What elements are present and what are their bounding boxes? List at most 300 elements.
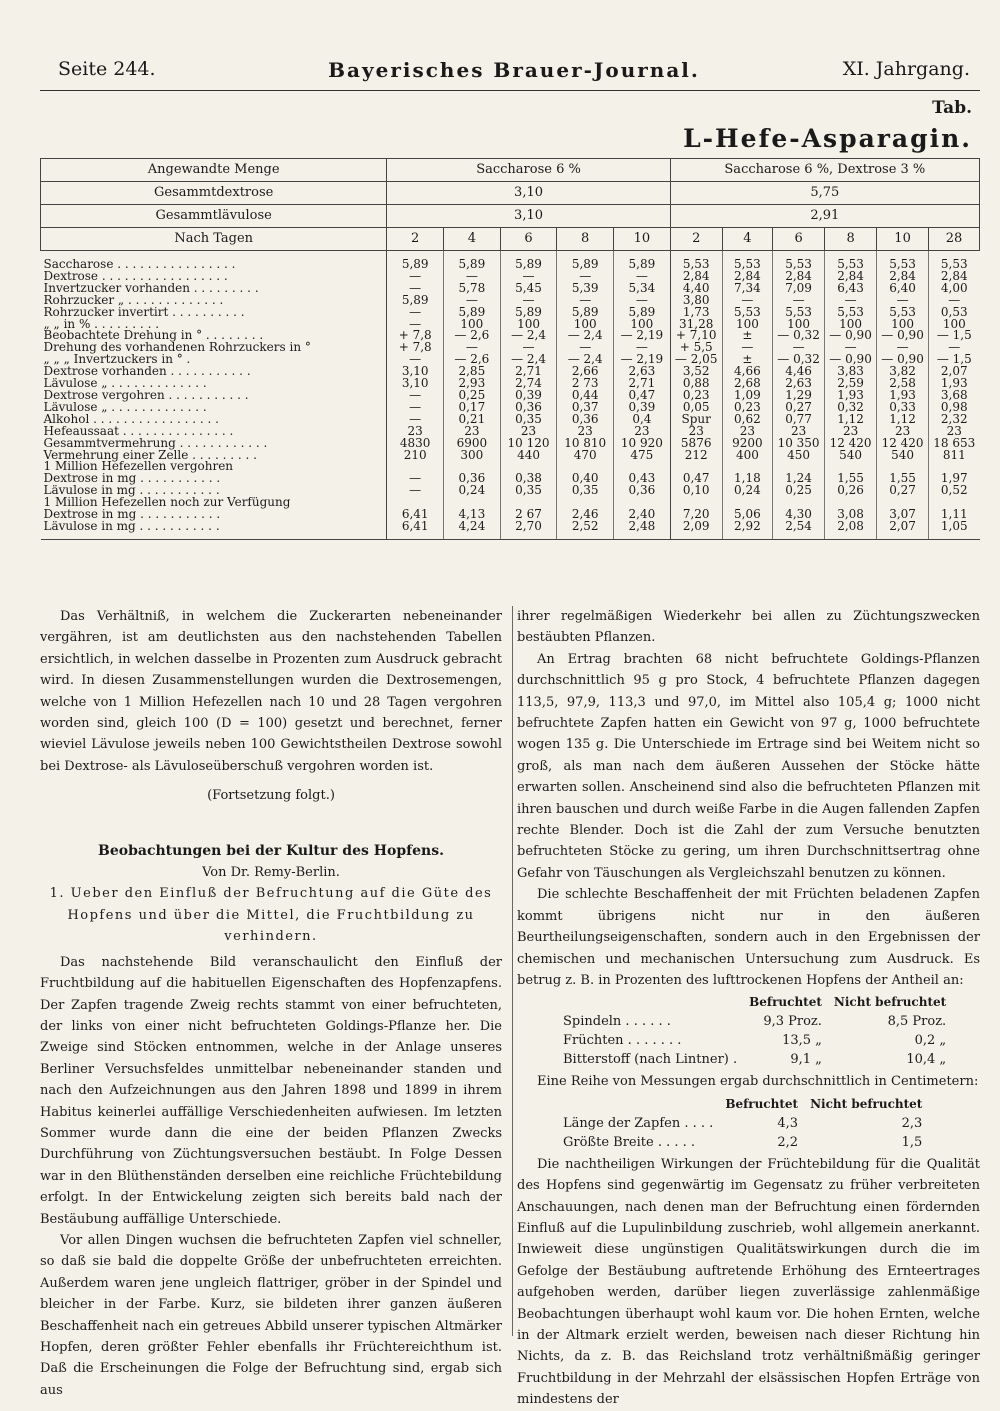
table-cell: — — [387, 473, 444, 485]
table-cell: 23 — [722, 426, 772, 438]
table-cell: 2,48 — [614, 521, 671, 539]
table-cell: — — [387, 390, 444, 402]
table-cell: 7,09 — [773, 283, 825, 295]
row-label: Lävulose „ . . . . . . . . . . . . . — [41, 402, 387, 414]
table-cell: — — [825, 342, 877, 354]
row-label: Dextrose vergohren . . . . . . . . . . . — [41, 390, 387, 402]
cell: 9,1 „ — [790, 1052, 822, 1068]
table-cell: — 2,4 — [557, 354, 614, 366]
right-column — [517, 606, 980, 1411]
table-cell: 23 — [557, 426, 614, 438]
table-cell: 1,05 — [929, 521, 980, 539]
table-row — [557, 1050, 952, 1069]
paragraph: Eine Reihe von Messungen ergab durchschnittlich in Centimetern: — [537, 1074, 979, 1090]
table-cell: 0,53 — [929, 307, 980, 319]
blank-cell — [557, 993, 743, 1012]
table-cell: 5876 — [670, 438, 722, 450]
table-cell: 5,89 — [557, 307, 614, 319]
table-cell: — — [387, 354, 444, 366]
row-label: Rohrzucker „ . . . . . . . . . . . . . — [41, 295, 387, 307]
header-label: Gesammtlävulose — [41, 205, 387, 228]
table-cell: 0,21 — [444, 414, 501, 426]
day-header: 6 — [500, 228, 557, 251]
table-cell: — — [614, 342, 671, 354]
table-cell: 5,53 — [722, 307, 772, 319]
table-row — [41, 521, 980, 539]
table-cell: 1,12 — [825, 414, 877, 426]
row-label: Drehung des vorhandenen Rohrzuckers in ° — [41, 342, 387, 354]
volume-label: XI. Jahrgang. — [842, 58, 970, 80]
table-cell: 1,97 — [929, 473, 980, 485]
article-subtitle: 1. Ueber den Einfluß der Befruchtung auf die Güte des Hopfens und über die Mittel, die Fruchtbildung zu verhindern. — [49, 886, 493, 945]
group-value-1: 3,10 — [387, 182, 670, 205]
table-cell: 2,84 — [670, 271, 722, 283]
table-cell: 0,38 — [500, 473, 557, 485]
measurement-table — [557, 1095, 928, 1152]
table-cell: 0,47 — [670, 473, 722, 485]
table-cell: 2,08 — [825, 521, 877, 539]
table-cell: 540 — [825, 450, 877, 462]
group-value-2: 2,91 — [670, 205, 979, 228]
table-cell: 5,89 — [500, 251, 557, 271]
table-cell: 0,4 — [614, 414, 671, 426]
table-cell: 400 — [722, 450, 772, 462]
header-row — [41, 205, 980, 228]
table-cell: — — [387, 319, 444, 331]
table-row — [41, 251, 980, 271]
blank-cell — [557, 1095, 719, 1114]
table-cell: 0,62 — [722, 414, 772, 426]
day-header: 6 — [773, 228, 825, 251]
table-cell: — — [614, 271, 671, 283]
table-cell: — 2,4 — [500, 330, 557, 342]
table-cell: 2,84 — [929, 271, 980, 283]
day-header: 4 — [722, 228, 772, 251]
row-label: Lävulose in mg . . . . . . . . . . . — [41, 485, 387, 497]
cell: 2,3 — [901, 1115, 923, 1131]
table-cell: — 0,90 — [877, 354, 929, 366]
day-header: 2 — [387, 228, 444, 251]
table-title: L-Hefe-Asparagin. — [683, 124, 972, 153]
table-cell: 5,53 — [773, 307, 825, 319]
table-cell: 100 — [614, 319, 671, 331]
table-cell: 5,53 — [825, 251, 877, 271]
table-cell: 9200 — [722, 438, 772, 450]
table-cell: 0,27 — [773, 402, 825, 414]
header-rule — [40, 90, 980, 91]
table-cell: 1,93 — [929, 378, 980, 390]
table-cell: 3,83 — [825, 366, 877, 378]
table-cell: 0,24 — [722, 485, 772, 497]
row-label: 1 Million Hefezellen vergohren — [41, 461, 387, 473]
table-cell: 0,10 — [670, 485, 722, 497]
table-cell: — — [387, 402, 444, 414]
table-cell: 3,68 — [929, 390, 980, 402]
row-label: Hefeaussaat . . . . . . . . . . . . . . . — [41, 426, 387, 438]
table-cell: — 2,19 — [614, 330, 671, 342]
table-cell: 7,20 — [670, 509, 722, 521]
table-cell: 100 — [825, 319, 877, 331]
table-cell: 2,84 — [722, 271, 772, 283]
table-cell: — 0,32 — [773, 354, 825, 366]
col-header: Befruchtet — [749, 995, 822, 1010]
row-label: Dextrose vorhanden . . . . . . . . . . . — [41, 366, 387, 378]
header-row — [41, 182, 980, 205]
row-label: Vermehrung einer Zelle . . . . . . . . . — [41, 450, 387, 462]
table-cell: — 1,5 — [929, 354, 980, 366]
row-label: Rohrzucker invertirt . . . . . . . . . . — [41, 307, 387, 319]
table-cell: 0,25 — [444, 390, 501, 402]
table-cell: 2 67 — [500, 509, 557, 521]
table-cell: 300 — [444, 450, 501, 462]
table-cell: 3,10 — [387, 366, 444, 378]
paragraph: Die schlechte Beschaffenheit der mit Früchten beladenen Zapfen kommt übrigens nicht nur in den äußeren Beurtheilungseigenschaften, sondern auch in den Ergebnissen der chemischen und mechanischen Untersuchung zum Ausdruck. Es betrug z. B. in Prozenten des lufttrockenen Hopfens der Antheil an: — [517, 887, 980, 988]
table-cell: 12 420 — [877, 438, 929, 450]
continuation-note: (Fortsetzung folgt.) — [207, 788, 335, 804]
table-cell: 10 120 — [500, 438, 557, 450]
table-cell: 2,59 — [825, 378, 877, 390]
table-cell: 475 — [614, 450, 671, 462]
table-cell: 10 350 — [773, 438, 825, 450]
table-cell: — — [387, 283, 444, 295]
table-cell: 0,23 — [670, 390, 722, 402]
table-cell: — — [557, 342, 614, 354]
col-header: Nicht befruchtet — [810, 1096, 923, 1111]
row-label: Saccharose . . . . . . . . . . . . . . . . — [41, 251, 387, 271]
table-cell: + 7,8 — [387, 342, 444, 354]
table-cell: 0,25 — [773, 485, 825, 497]
table-cell: 5,45 — [500, 283, 557, 295]
table-cell: 5,53 — [929, 251, 980, 271]
day-header: 10 — [877, 228, 929, 251]
table-cell: 2,84 — [877, 271, 929, 283]
table-cell: 4,46 — [773, 366, 825, 378]
day-header: 10 — [614, 228, 671, 251]
day-header: 4 — [444, 228, 501, 251]
table-cell: 4,66 — [722, 366, 772, 378]
row-label: Früchten . . . . . . . — [563, 1033, 682, 1049]
cell: 10,4 „ — [906, 1052, 947, 1068]
table-cell: 4,40 — [670, 283, 722, 295]
table-cell: 0,36 — [557, 414, 614, 426]
day-header: 8 — [557, 228, 614, 251]
row-label: „ „ „ Invertzuckers in ° . — [41, 354, 387, 366]
table-cell: 2,52 — [557, 521, 614, 539]
row-label: Lävulose „ . . . . . . . . . . . . . — [41, 378, 387, 390]
table-cell: 470 — [557, 450, 614, 462]
cell: 9,3 Proz. — [763, 1014, 822, 1030]
group-header-1: Saccharose 6 % — [387, 159, 670, 182]
table-cell: 100 — [773, 319, 825, 331]
table-cell: 23 — [387, 426, 444, 438]
table-cell: 2,54 — [773, 521, 825, 539]
table-cell: — — [877, 342, 929, 354]
col-header: Befruchtet — [725, 1096, 799, 1111]
table-cell: 23 — [929, 426, 980, 438]
table-cell: 5,89 — [500, 307, 557, 319]
table-cell: 3,52 — [670, 366, 722, 378]
table-cell: — — [773, 342, 825, 354]
table-cell: 0,43 — [614, 473, 671, 485]
table-cell: 2,58 — [877, 378, 929, 390]
table-cell: 5,53 — [773, 251, 825, 271]
table-cell: 2,63 — [614, 366, 671, 378]
table-cell: 0,98 — [929, 402, 980, 414]
table-cell: 1,18 — [722, 473, 772, 485]
table-cell: 5,89 — [444, 307, 501, 319]
journal-title: Bayerisches Brauer-Journal. — [328, 58, 700, 82]
table-cell: Spur — [670, 414, 722, 426]
table-cell: — 1,5 — [929, 330, 980, 342]
table-cell: 6,41 — [387, 509, 444, 521]
table-cell: 2,85 — [444, 366, 501, 378]
col-header: Nicht befruchtet — [833, 995, 947, 1010]
table-cell: 5,53 — [670, 251, 722, 271]
table-cell: 4,24 — [444, 521, 501, 539]
table-cell: 2,07 — [877, 521, 929, 539]
table-cell: 540 — [877, 450, 929, 462]
table-row — [557, 1114, 928, 1133]
table-cell: 31,28 — [670, 319, 722, 331]
table-cell: 2,71 — [614, 378, 671, 390]
table-cell: 100 — [929, 319, 980, 331]
table-cell: 1,11 — [929, 509, 980, 521]
table-cell: 0,88 — [670, 378, 722, 390]
row-label: Dextrose in mg . . . . . . . . . . . — [41, 473, 387, 485]
table-cell: 811 — [929, 450, 980, 462]
table-cell: 1,55 — [825, 473, 877, 485]
composition-table — [557, 993, 952, 1069]
table-cell: — 2,19 — [614, 354, 671, 366]
table-cell: — 2,4 — [557, 330, 614, 342]
table-cell: 6,43 — [825, 283, 877, 295]
table-cell: 5,89 — [557, 251, 614, 271]
table-cell: 212 — [670, 450, 722, 462]
table-cell: — — [722, 295, 772, 307]
table-cell: 0,33 — [877, 402, 929, 414]
row-label: Länge der Zapfen . . . . — [563, 1115, 714, 1131]
table-body — [41, 251, 980, 540]
table-cell: 100 — [444, 319, 501, 331]
table-cell: — — [387, 485, 444, 497]
table-cell: — — [557, 271, 614, 283]
table-cell: — — [614, 295, 671, 307]
text-columns — [40, 606, 980, 1408]
table-cell: — — [877, 295, 929, 307]
table-cell: 5,53 — [877, 307, 929, 319]
row-label: Dextrose in mg . . . . . . . . . . . — [41, 509, 387, 521]
table-cell: 440 — [500, 450, 557, 462]
table-cell: — — [825, 295, 877, 307]
table-cell: 2,63 — [773, 378, 825, 390]
table-header-row — [557, 993, 952, 1012]
table-cell: 5,78 — [444, 283, 501, 295]
table-cell: — — [444, 342, 501, 354]
table-cell: 4830 — [387, 438, 444, 450]
table-cell: 5,89 — [614, 307, 671, 319]
table-cell: 23 — [670, 426, 722, 438]
table-cell: — 2,6 — [444, 330, 501, 342]
table-cell: 5,39 — [557, 283, 614, 295]
table-cell: 0,40 — [557, 473, 614, 485]
table-cell: — 2,6 — [444, 354, 501, 366]
table-cell: 5,53 — [877, 251, 929, 271]
table-cell: — 2,4 — [500, 354, 557, 366]
table-cell: 5,89 — [614, 251, 671, 271]
table-cell: 100 — [877, 319, 929, 331]
table-cell: 2,74 — [500, 378, 557, 390]
table-cell: + 5,5 — [670, 342, 722, 354]
table-cell: 6,40 — [877, 283, 929, 295]
table-cell: — — [387, 307, 444, 319]
row-label: Invertzucker vorhanden . . . . . . . . . — [41, 283, 387, 295]
paragraph: An Ertrag brachten 68 nicht befruchtete Goldings-Pflanzen durchschnittlich 95 g pro Stock, 4 befruchtete Pflanzen dagegen 113,5, 97,9, 113,3 und 97,0, im Mittel also 105,4 g; 1000 nicht befruchtete Zapfen hatten ein Gewicht von 97 g, 1000 befruchtete wogen 135 g. Die Unterschiede im Ertrage sind bei Weitem nicht so groß, als man nach dem äußeren Aussehen der Stöcke hätte erwarten sollen. Anscheinend sind also die befruchteten Pflanzen mit ihren bauschen und durch weiße Farbe in die Augen fallenden Zapfen rechte Blender. Doch ist die Zahl der zum Versuche benutzten befruchteten Stöcke zu gering, um ihren Durchschnittsertrag ohne Gefahr von Täuschungen als Vergleichszahl benutzen zu können. — [517, 651, 980, 881]
table-cell: 3,07 — [877, 509, 929, 521]
header-row — [41, 228, 980, 251]
row-label: Alkohol . . . . . . . . . . . . . . . . . — [41, 414, 387, 426]
table-cell: 1,93 — [877, 390, 929, 402]
table-cell: 2 73 — [557, 378, 614, 390]
day-header: 8 — [825, 228, 877, 251]
table-cell: 2,84 — [773, 271, 825, 283]
table-row — [557, 1133, 928, 1152]
table-header-row — [557, 1095, 928, 1114]
table-cell: 100 — [500, 319, 557, 331]
row-label: Beobachtete Drehung in ° . . . . . . . . — [41, 330, 387, 342]
table-cell: 0,24 — [444, 485, 501, 497]
table-cell: 0,35 — [557, 485, 614, 497]
table-cell: 1,29 — [773, 390, 825, 402]
table-cell: 2,93 — [444, 378, 501, 390]
table-cell: 210 — [387, 450, 444, 462]
table-cell: 0,35 — [500, 485, 557, 497]
table-cell: 5,53 — [825, 307, 877, 319]
table-cell: 2,92 — [722, 521, 772, 539]
article-title: Beobachtungen bei der Kultur des Hopfens. — [98, 842, 444, 859]
table-cell: 5,34 — [614, 283, 671, 295]
header-label: Nach Tagen — [41, 228, 387, 251]
group-header-2: Saccharose 6 %, Dextrose 3 % — [670, 159, 979, 182]
row-label: Spindeln . . . . . . — [563, 1014, 671, 1030]
table-cell: — 0,32 — [773, 330, 825, 342]
table-cell: — — [773, 295, 825, 307]
table-cell: — — [387, 271, 444, 283]
table-cell: 2,32 — [929, 414, 980, 426]
table-cell: 3,10 — [387, 378, 444, 390]
table-cell: — — [557, 295, 614, 307]
table-cell: 0,52 — [929, 485, 980, 497]
table-cell: 5,06 — [722, 509, 772, 521]
table-cell: — 0,90 — [825, 330, 877, 342]
table-cell: 2,66 — [557, 366, 614, 378]
table-cell: 2,40 — [614, 509, 671, 521]
table-cell: — — [444, 271, 501, 283]
table-cell: 100 — [557, 319, 614, 331]
page-number: Seite 244. — [58, 58, 156, 80]
table-cell: 23 — [773, 426, 825, 438]
table-cell: 6900 — [444, 438, 501, 450]
table-cell: 0,27 — [877, 485, 929, 497]
table-cell: 0,35 — [500, 414, 557, 426]
table-cell: 3,80 — [670, 295, 722, 307]
table-cell: 5,89 — [444, 251, 501, 271]
table-cell: 0,36 — [444, 473, 501, 485]
table-cell: 18 653 — [929, 438, 980, 450]
table-cell: 0,17 — [444, 402, 501, 414]
table-row — [557, 1012, 952, 1031]
table-cell: 0,32 — [825, 402, 877, 414]
table-cell: 23 — [500, 426, 557, 438]
paragraph: Vor allen Dingen wuchsen die befruchteten Zapfen viel schneller, so daß sie bald die doppelte Größe der unbefruchteten erreichten. Außerdem waren jene ungleich flattriger, gröber in der Spindel und bleicher in der Farbe. Kurz, sie bildeten ihrer ganzen äußeren Beschaffenheit nach ein getreues Abbild unserer typischen Altmärker Hopfen, deren größter Fehler ebenfalls ihr Früchtereichthum ist. Daß die Erscheinungen die Folge der Befruchtung sind, ergab sich aus — [40, 1232, 502, 1398]
table-cell: 10 920 — [614, 438, 671, 450]
cell: 0,2 „ — [914, 1033, 947, 1049]
cell: 1,5 — [901, 1134, 923, 1150]
table-cell: 0,05 — [670, 402, 722, 414]
article-author: Von Dr. Remy-Berlin. — [202, 865, 340, 881]
table-cell: 2,70 — [500, 521, 557, 539]
table-label: Tab. — [932, 98, 972, 118]
table-cell: 7,34 — [722, 283, 772, 295]
table-cell: 1,24 — [773, 473, 825, 485]
paragraph: Die nachtheiligen Wirkungen der Früchtebildung für die Qualität des Hopfens sind gegenwärtig im Gegensatz zu früher verbreiteten Anschauungen, nach denen man der Befruchtung einen fördernden Einfluß auf die Lupulinbildung zuschrieb, wohl allgemein anerkannt. Inwieweit diese ungünstigen Qualitätswirkungen durch die im Gefolge der Bestäubung auftretende Erhöhung des Ernteertrages aufgehoben werden, darüber liegen zuverlässige zahlenmäßige Beobachtungen überhaupt wohl kaum vor. Die hohen Ernten, welche in der Altmark erzielt werden, beweisen nach dieser Richtung hin Nichts, da z. B. das Reichsland trotz verhältnißmäßig geringer Fruchtbildung in der Mehrzahl der elsässischen Hopfen Erträge von mindestens der — [517, 1156, 980, 1408]
table-cell: — — [444, 295, 501, 307]
table-cell: 23 — [614, 426, 671, 438]
table-cell: 2,68 — [722, 378, 772, 390]
table-cell: 2,46 — [557, 509, 614, 521]
table-cell: — 0,90 — [877, 330, 929, 342]
cell: 13,5 „ — [782, 1033, 822, 1049]
table-cell: — — [722, 342, 772, 354]
paragraph: Das nachstehende Bild veranschaulicht den Einfluß der Fruchtbildung auf die habituellen Eigenschaften des Hopfenzapfens. Der Zapfen tragende Zweig rechts stammt von einer befruchteten, der links von einer nicht befruchteten Goldings-Pflanze her. Die Zweige sind Stöcken entnommen, welche in der Anlage unseres Berliner Versuchsfeldes unmittelbar nebeneinander standen und nach den Aufzeichnungen aus den Jahren 1898 und 1899 in ihrem Habitus keinerlei auffällige Verschiedenheiten aufwiesen. Im letzten Sommer wurde dann die eine der beiden Pflanzen Zwecks Durchführung von Züchtungsversuchen bestäubt. In Folge Dessen war in den Blüthenständen derselben eine reichliche Früchtebildung erfolgt. In der Entwickelung zeigten sich bereits bald nach der Bestäubung auffällige Unterschiede. — [40, 954, 502, 1227]
table-cell: 0,39 — [614, 402, 671, 414]
table-cell: 0,37 — [557, 402, 614, 414]
cell: 8,5 Proz. — [887, 1014, 947, 1030]
table-cell: 4,00 — [929, 283, 980, 295]
table-cell: 5,89 — [387, 295, 444, 307]
table-cell: — — [387, 414, 444, 426]
table-cell: + 7,8 — [387, 330, 444, 342]
table-cell: ± — [722, 354, 772, 366]
table-cell: — 2,05 — [670, 354, 722, 366]
page-header — [58, 58, 970, 86]
table-cell: 100 — [722, 319, 772, 331]
row-label: Gesammtvermehrung . . . . . . . . . . . . — [41, 438, 387, 450]
table-cell: 1,09 — [722, 390, 772, 402]
table-cell: 0,36 — [614, 485, 671, 497]
day-header: 28 — [929, 228, 980, 251]
table-cell: + 7,10 — [670, 330, 722, 342]
row-label: Größte Breite . . . . . — [563, 1134, 696, 1150]
table-row — [557, 1031, 952, 1050]
header-label: Gesammtdextrose — [41, 182, 387, 205]
header-label: Angewandte Menge — [41, 159, 387, 182]
paragraph: Das Verhältniß, in welchem die Zuckerarten nebeneinander vergähren, ist am deutlichsten aus den nachstehenden Tabellen ersichtlich, in welchen dasselbe in Prozenten zum Ausdruck gebracht wird. In diesen Zusammenstellungen wurden die Dextrosemengen, welche von 1 Million Hefezellen nach 10 und 28 Tagen vergohren worden sind, gleich 100 (D = 100) gesetzt und berechnet, ferner wieviel Lävulose jeweils neben 100 Gewichtstheilen Dextrose sowohl bei Dextrose- als Lävuloseüberschuß vergohren worden ist. — [40, 609, 502, 774]
table-cell: — — [929, 342, 980, 354]
table-cell: — — [500, 271, 557, 283]
table-cell: 0,47 — [614, 390, 671, 402]
table-cell: 2,07 — [929, 366, 980, 378]
table-cell: 450 — [773, 450, 825, 462]
row-label: 1 Million Hefezellen noch zur Verfügung — [41, 497, 387, 509]
data-table — [40, 158, 980, 540]
table-cell: 1,93 — [825, 390, 877, 402]
table-cell: 2,09 — [670, 521, 722, 539]
header-row — [41, 159, 980, 182]
left-column — [40, 606, 502, 1401]
table-cell: 1,55 — [877, 473, 929, 485]
row-label: „ „ in % . . . . . . . . . — [41, 319, 387, 331]
table-cell: 0,26 — [825, 485, 877, 497]
